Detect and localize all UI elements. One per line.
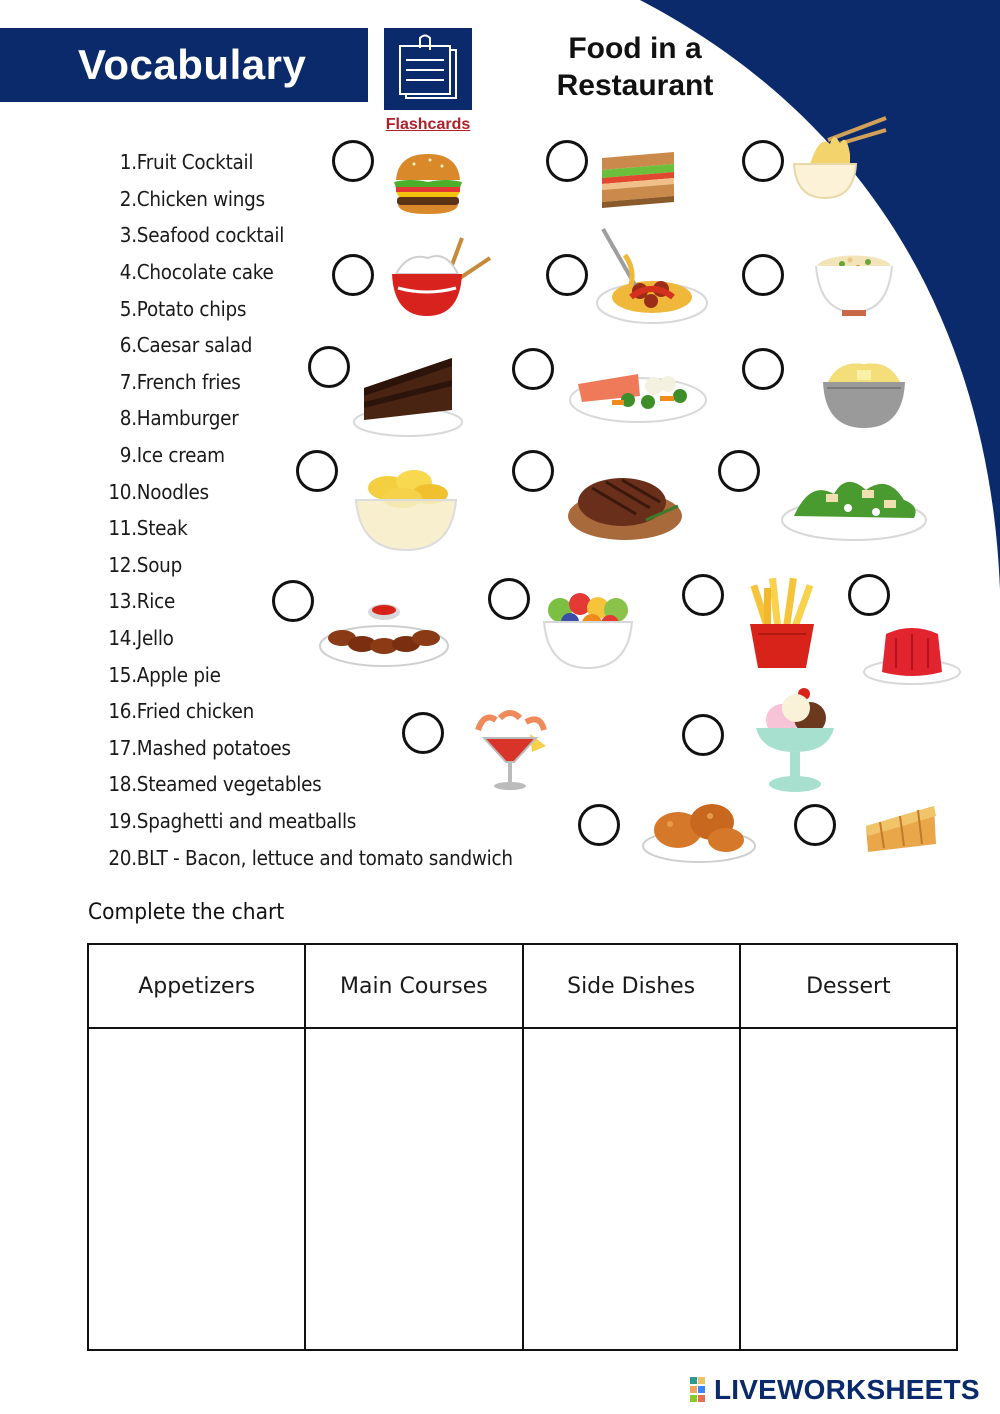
list-item: 16. Fried chicken xyxy=(108,699,254,724)
title-line-2: Restaurant xyxy=(556,69,714,102)
list-item: 18. Steamed vegetables xyxy=(108,772,322,797)
answer-circle-rice[interactable] xyxy=(332,254,374,296)
hamburger-image xyxy=(390,150,466,216)
list-item: 1. Fruit Cocktail xyxy=(119,150,254,175)
answer-circle-potato-chips[interactable] xyxy=(296,450,338,492)
flashcards-link[interactable]: Flashcards xyxy=(385,116,471,133)
column-header-main-courses: Main Courses xyxy=(305,944,522,1028)
answer-circle-fried-chicken[interactable] xyxy=(578,804,620,846)
seafood-cocktail-image xyxy=(470,708,552,792)
list-item: 12. Soup xyxy=(108,552,182,577)
category-chart xyxy=(87,943,958,1351)
soup-image xyxy=(812,250,896,320)
answer-circle-seafood-cocktail[interactable] xyxy=(402,712,444,754)
list-item: 14. Jello xyxy=(108,626,174,651)
list-item: 17. Mashed potatoes xyxy=(108,735,291,760)
steak-image xyxy=(566,470,684,542)
answer-circle-soup[interactable] xyxy=(742,254,784,296)
answer-area-side-dishes[interactable] xyxy=(523,1028,740,1350)
list-item: 7. French fries xyxy=(119,369,241,394)
answer-circle-fruit-cocktail[interactable] xyxy=(488,578,530,620)
brand-name: LIVEWORKSHEETS xyxy=(714,1374,980,1405)
answer-circle-steamed-vegetables[interactable] xyxy=(512,348,554,390)
list-item: 4. Chocolate cake xyxy=(119,260,274,285)
answer-area-main-courses[interactable] xyxy=(305,1028,522,1350)
answer-circle-sandwich[interactable] xyxy=(546,140,588,182)
list-item: 10. Noodles xyxy=(108,479,209,504)
column-header-appetizers: Appetizers xyxy=(88,944,305,1028)
apple-pie-image xyxy=(860,800,942,858)
liveworksheets-icon xyxy=(690,1375,714,1405)
list-item: 2. Chicken wings xyxy=(119,186,265,211)
chocolate-cake-image xyxy=(352,354,464,438)
potato-chips-image xyxy=(352,466,460,552)
list-item: 19. Spaghetti and meatballs xyxy=(108,808,357,833)
answer-circle-mashed-potatoes[interactable] xyxy=(742,348,784,390)
french-fries-image xyxy=(734,574,830,670)
banner-title: Vocabulary xyxy=(78,41,307,88)
vocabulary-banner xyxy=(0,28,368,102)
chicken-wings-image xyxy=(318,598,450,670)
mashed-potatoes-image xyxy=(817,356,911,432)
ice-cream-image xyxy=(748,686,842,796)
page-title xyxy=(520,30,750,104)
answer-circle-ice-cream[interactable] xyxy=(682,714,724,756)
answer-circle-caesar-salad[interactable] xyxy=(718,450,760,492)
list-item: 3. Seafood cocktail xyxy=(119,223,285,248)
rice-image xyxy=(388,234,492,320)
caesar-salad-image xyxy=(780,470,928,542)
list-item: 11. Steak xyxy=(108,516,188,541)
answer-circle-hamburger[interactable] xyxy=(332,140,374,182)
answer-area-appetizers[interactable] xyxy=(88,1028,305,1350)
list-item: 15. Apple pie xyxy=(108,662,221,687)
jello-image xyxy=(862,624,962,686)
answer-circle-chicken-wings[interactable] xyxy=(272,580,314,622)
list-item: 9. Ice cream xyxy=(119,443,225,468)
answer-circle-noodles[interactable] xyxy=(742,140,784,182)
answer-area-dessert[interactable] xyxy=(740,1028,957,1350)
list-item: 20. BLT - Bacon, lettuce and tomato sandwich xyxy=(108,845,513,870)
noodles-image xyxy=(790,114,888,200)
flashcards-button[interactable] xyxy=(384,28,472,110)
answer-circle-chocolate-cake[interactable] xyxy=(308,346,350,388)
answer-circle-steak[interactable] xyxy=(512,450,554,492)
liveworksheets-logo xyxy=(690,1374,980,1406)
answer-circle-spaghetti[interactable] xyxy=(546,254,588,296)
answer-circle-french-fries[interactable] xyxy=(682,574,724,616)
list-item: 13. Rice xyxy=(108,589,176,614)
chart-title: Complete the chart xyxy=(88,900,285,925)
flashcards-icon xyxy=(384,28,472,110)
steamed-vegetables-image xyxy=(568,360,708,426)
spaghetti-image xyxy=(595,225,709,325)
list-item: 8. Hamburger xyxy=(119,406,239,431)
list-item: 5. Potato chips xyxy=(119,296,247,321)
fried-chicken-image xyxy=(640,786,758,866)
answer-circle-jello[interactable] xyxy=(848,574,890,616)
sandwich-image xyxy=(598,148,678,210)
answer-circle-apple-pie[interactable] xyxy=(794,804,836,846)
column-header-dessert: Dessert xyxy=(740,944,957,1028)
fruit-cocktail-image xyxy=(540,586,636,670)
title-line-1: Food in a xyxy=(568,32,702,65)
column-header-side-dishes: Side Dishes xyxy=(523,944,740,1028)
list-item: 6. Caesar salad xyxy=(119,333,253,358)
